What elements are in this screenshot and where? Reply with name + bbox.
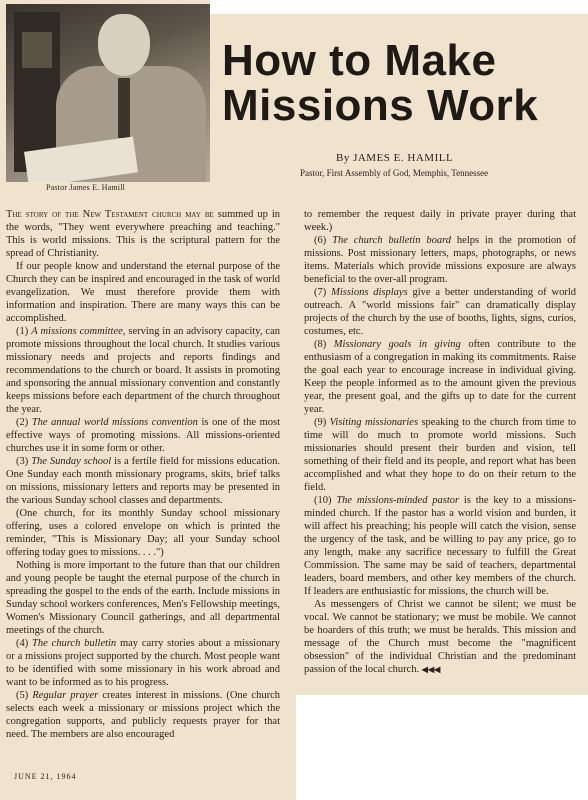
item-number: (2): [16, 417, 29, 428]
item-number: (6): [314, 235, 327, 246]
item-heading: Missions displays: [331, 287, 408, 298]
photo-figure-head: [98, 14, 150, 76]
article-title: [222, 38, 582, 128]
paragraph-text: is the key to a missions-minded church. If the pastor has a world vision and burden, it will affect his preaching; his people will catch the vision, sense the urgency of the task, and be willing to pay any price, go to any length, make any sacrifice necessary to fulfill the Great Commission. The same may be said of teachers, departmental leaders, board members, and other key members of the church. If leaders are enthusiastic for missions, the church will be.: [304, 495, 577, 597]
text-column-1: [6, 208, 280, 741]
paragraph-text: helps in the promotion of missions. Post missionary letters, maps, photographs, or news items. Materials which provide missions exposure are always beneficial to the over-all program.: [304, 235, 577, 285]
item-heading: Regular prayer: [32, 690, 99, 701]
item-heading: The church bulletin board: [332, 235, 452, 246]
item-number: (7): [314, 287, 327, 298]
paragraph-text: serving in an advisory capacity, can promote missions throughout the local church. It studies various missionary needs and projects and reports findings and recommendations to the church or board. It assists in promoting and sponsoring the annual missionary convention and constantly keeps missions before each department of the church throughout the year.: [6, 326, 281, 415]
paragraph-text: often contribute to the enthusiasm of a congregation in making its commitments. Raise the goal each year to encourage increase in individual giving. Keep the people informed as to the amount given the previous year, the present goal, and the gifts up to date for the current year.: [304, 339, 577, 415]
paragraph: [304, 234, 576, 286]
paragraph: to remember the request daily in private prayer during that week.): [304, 209, 576, 233]
paragraph-text: is a fertile field for missions education. One Sunday each month missionary programs, skits, brief talks on missions, missionary letters and reports may be presented in the various Sunday school classes and departments.: [6, 456, 281, 506]
paragraph: [304, 598, 576, 676]
title-line-1: How to Make: [222, 36, 497, 85]
paragraph-text: is one of the most effective ways of promoting missions. All missions-oriented churches use it in some form or other.: [6, 417, 280, 454]
item-number: (4): [16, 638, 29, 649]
item-number: (8): [314, 339, 327, 350]
item-heading: The annual world missions convention: [31, 417, 198, 428]
item-number: (5): [16, 690, 29, 701]
item-heading: Missionary goals in giving: [333, 339, 461, 350]
paragraph: (One church, for its monthly Sunday school missionary offering, uses a colored envelope on which is printed the reminder, "This is Missionary Day; all your Sunday school offering today goes to missions. . . ."): [6, 508, 280, 558]
photo-figure-tie: [118, 78, 130, 138]
paragraph: [6, 689, 280, 741]
end-mark-icon: ◀◀◀: [421, 665, 441, 674]
item-number: (9): [314, 417, 327, 428]
item-heading: The Sunday school: [31, 456, 112, 467]
title-line-2: Missions Work: [222, 81, 539, 130]
paragraph: Nothing is more important to the future than that our children and young people be taught the eternal purpose of the church in spreading the gospel to the ends of the earth. Include missions in Sunday school workers conferences, Men's Fellowship meetings, Women's Missionary Council gatherings, and all departmental meetings of the church.: [6, 560, 280, 636]
paragraph-text: give a better understanding of world outreach. A "world missions fair" can dramatically display projects of the church by the use of booths, lights, signs, curios, costumes, etc.: [304, 287, 577, 337]
paragraph: [6, 455, 280, 507]
paragraph-lead: The story of the New Testament church may be: [6, 209, 214, 220]
paragraph: [6, 416, 280, 455]
paragraph-text: summed up in the words, "They went everywhere preaching and teaching." This is world missions. This is the scriptural pattern for the spread of Christianity.: [6, 209, 280, 259]
paragraph: [304, 338, 576, 416]
paragraph-text: As messengers of Christ we cannot be silent; we must be vocal. We cannot be stationary; we must be mobile. We cannot be hoarders of this truth; we must be heralds. This mission and message of the Church must become the "magnificent obsession" of the individual Christian and the predominant passion of the local church.: [304, 599, 576, 675]
paragraph-text: speaking to the church from time to time will do much to promote world missions. Such missionaries should present their burden and vision, tell something of their field and its people, and report what has been accomplished and what they hope to do on their return to the field.: [304, 417, 576, 493]
item-heading: Visiting missionaries: [329, 417, 419, 428]
photo-caption: Pastor James E. Hamill: [46, 183, 126, 192]
text-column-2: [304, 208, 576, 676]
author-affiliation: Pastor, First Assembly of God, Memphis, Tennessee: [300, 168, 489, 178]
paragraph: [304, 286, 576, 338]
paragraph: [304, 416, 576, 494]
item-number: (1): [16, 326, 29, 337]
paragraph-text: may carry stories about a missionary or a missions project supported by the church. Most people want to be identified with some missionary in his work abroad and want to be informed as to his progress.: [6, 638, 280, 688]
paragraph: [6, 637, 280, 689]
item-heading: A missions committee,: [31, 326, 126, 337]
item-heading: The missions-minded pastor: [336, 495, 460, 506]
item-number: (10): [314, 495, 332, 506]
pastor-photo: [6, 4, 210, 182]
paragraph: [6, 208, 280, 260]
item-heading: The church bulletin: [32, 638, 117, 649]
paragraph-text: creates interest in missions. (One church selects each week a missionary or missions project which the congregation supports, and publicly requests prayer for that need. The members are also encouraged: [6, 690, 280, 740]
paragraph: If our people know and understand the eternal purpose of the Church they can be inspired and encouraged in the task of world evangelization. We must therefore provide them with information and inspiration. There are many ways this can be accomplished.: [6, 261, 280, 324]
item-number: (3): [16, 456, 29, 467]
byline: By JAMES E. HAMILL: [336, 152, 454, 164]
paragraph: [304, 494, 576, 598]
issue-date: JUNE 21, 1964: [14, 772, 77, 781]
paragraph: [6, 325, 280, 416]
